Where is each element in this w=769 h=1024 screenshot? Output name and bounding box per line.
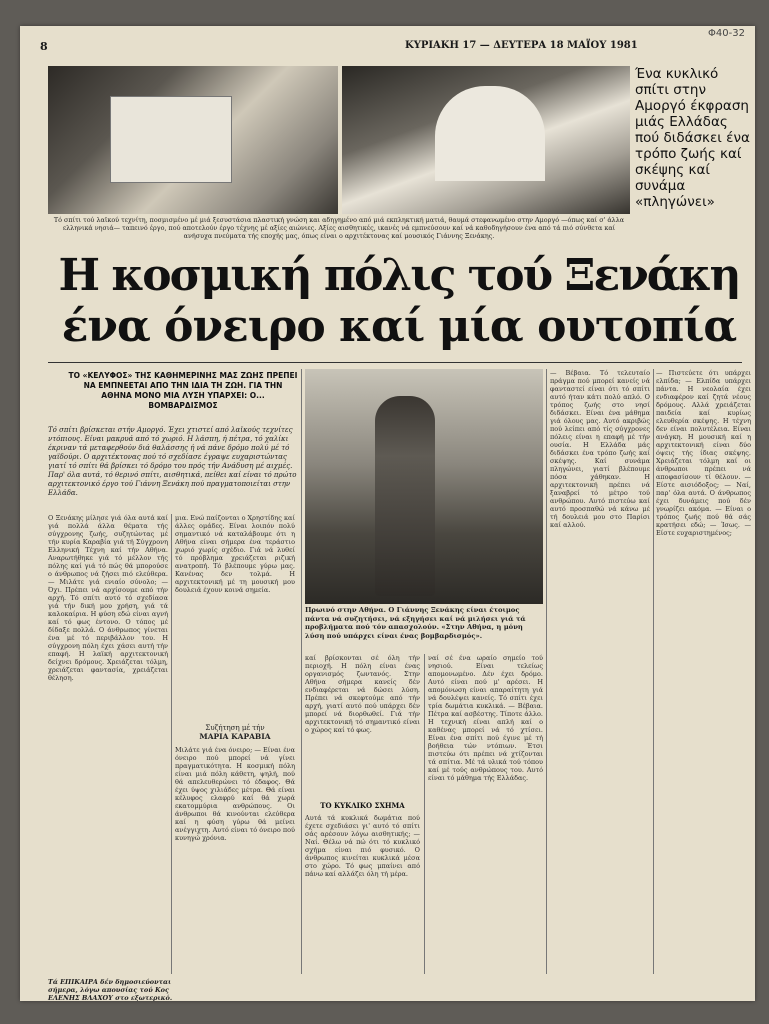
portrait-caption: Πρωινό στην Αθήνα. Ο Γιάννης Ξενάκης είναι έτοιμος πάντα νά συζητήσει, νά εξηγήσει καί νά μιλήσει γιά τά προβλήματα πού τόν απασχολούν. «Στην Αθήνα, η μόνη λύση πού υπάρχει είναι ένας βομβαρδισμός». [305, 606, 526, 640]
newspaper-page [20, 26, 755, 1001]
headline-rule [48, 362, 742, 363]
photo-dome-shape [435, 86, 545, 181]
credit-intro: Συζήτηση μέ τήν [205, 724, 265, 732]
page-number: 8 [40, 40, 48, 53]
column-divider [653, 369, 654, 974]
interview-credit [175, 724, 295, 741]
pull-quote: Ένα κυκλικό σπίτι στην Αμοργό έκφραση μιάς Ελλάδας πού διδάσκει ένα τρόπο ζωής καί σκέψης καί συνάμα «πληγώνει» [635, 66, 750, 210]
headline-line-1: Η κοσμική πόλις τού Ξενάκη [58, 250, 740, 301]
footnote: Τά ΕΠΙΚΑΙΡΑ δέν δημοσιεύονται σήμερα, λόγω απουσίας τού Κος ΕΛΕΝΗΣ ΒΛΑΧΟΥ στο εξωτερικό. [48, 978, 173, 1001]
column-3-text: καί βρίσκονται σέ όλη τήν περιοχή. Η πόλη είναι ένας οργανισμός ζωντανός. Στην Αθήνα σήμερα κανείς δέν ενδιαφέρεται νά δώσει λύση. Πρέπει νά σκεφτούμε από τήν αρχή, γιατί αυτό πού υπάρχει δέν μπορεί νά διορθωθεί. Γιά τήν αρχιτεκτονική τό σημαντικό είναι ο χώρος καί τό φως. [305, 654, 420, 734]
article-column-6: — Πιστεύετε ότι υπάρχει ελπίδα; — Ελπίδα υπάρχει πάντα. Η νεολαία έχει ενδιαφέρον καί ζητά νέους δρόμους. Αλλά χρειάζεται παιδεία καί κυρίως ελευθερία σκέψης. Η τέχνη δεν είναι πολυτέλεια. Είναι ανάγκη. Η μουσική καί η αρχιτεκτονική είναι δύο όψεις τής ίδιας σκέψης. Χρειάζεται τόλμη καί οι άνθρωποι πρέπει νά αποφασίσουν τί θέλουν. — Είστε αισιόδοξος; — Ναί, παρ' όλα αυτά. Ο άνθρωπος έχει δυνάμεις πού δέν γνωρίζει ακόμα. — Είναι ο τρόπος ζωής πού θά σάς κρατήσει εδώ; — Ίσως. — Είστε ευχαριστημένος; [656, 369, 751, 537]
intro-paragraph: Τό σπίτι βρίσκεται στήν Αμοργό. Έχει χτιστεί από λαϊκούς τεχνίτες ντόπιους. Είναι μακρυά από τό χωριό. Η λάσπη, ή πέτρα, τό χαλίκι έκριναν τά μεταφερθούν διά θαλάσσης ή νά πάνε δρόμο πολύ μέ τό γαϊδούρι. Ο αρχιτέκτονας πού τό σχεδίασε έγραψε ευχαριστώντας γιατί τό σπίτι θά βρίσκει τό δρόμο του πρός τήν Ανάδυση μέ αιχμές. Παρ' όλα αυτά, τό θερινό σπίτι, αισθητικά, πείθει καί είναι τό πρώτο αρχιτεκτονικό έργο τού Γιάννη Ξενάκη πού πραγματοποιείται στην Ελλάδα. [48, 426, 297, 497]
column-divider [171, 514, 172, 974]
headline-line-2: ένα όνειρο καί μία ουτοπία [61, 301, 737, 352]
top-photo-caption: Τό σπίτι τού λαϊκού τεχνίτη, ποσμισμένο μέ μιά ξεσυστάσια πλαστική γνώση και αδηγημένο από μιά εκπληκτική ματιά, θαυμά στεφανωμένο στην Αμοργό —όπως καί σ' άλλα ελληνικά νησιά— ταπεινό έργο, πού αποτελούν έργο τέχνης μέ αξίες αιώνιες. Αξίες αισθητικές, ικανές νά εμπνεύσουν καί νά καθοδηγήσουν ένα από τά πιό σύνθετα καί ανήσυχα πνεύματα τής εποχής μας, όπως είναι ο αρχιτέκτονας καί μουσικός Γιάννης Ξενάκης. [53, 216, 625, 240]
column-divider [546, 369, 547, 974]
article-column-4: ναί σέ ένα ωραίο σημείο τού νησιού. Είναι τελείως απομονωμένο. Δέν έχει δρόμο. Αυτό είναι πού μ' αρέσει. Η απομόνωση είναι απαραίτητη γιά νά δουλέψει κανείς. Τό σπίτι έχει τρία δωμάτια κυκλικά. — Βέβαια. Πέτρα καί ασβέστης. Τίποτε άλλο. Η τεχνική είναι απλή καί ο καθένας μπορεί νά τό χτίσει. Είναι ένα σπίτι πού έγινε μέ τή βοήθεια τών ντόπιων. Έτσι πιστεύω ότι πρέπει νά χτίζονται τά σπίτια. Μέ τά υλικά τού τόπου καί μέ τούς ανθρώπους του. Αυτό είναι τό μάθημα τής Ελλάδας. [428, 654, 543, 782]
handwritten-note: Φ40-32 [708, 28, 745, 39]
article-column-2b: Μιλάτε γιά ένα όνειρο; — Είναι ένα όνειρο πού μπορεί νά γίνει πραγματικότητα. Η κοσμική πόλη είναι μιά πόλη κάθετη, ψηλή, πού θά απελευθερώνει τό έδαφος. Θά έχει ύψος χιλιάδες μέτρα. Θά είναι κέλυφος ελαφρύ καί θά χωρά εκατομμύρια ανθρώπους. Οι άνθρωποι θά κινούνται ελεύθερα καί η φύση γύρω θά μείνει ανέγγιχτη. Αυτό είναι τό όνειρο πού κυνηγώ χρόνια. [175, 746, 295, 842]
photo-xenakis-figure [375, 396, 435, 596]
subheading: ΤΟ «ΚΕΛΥΦΟΣ» ΤΗΣ ΚΑΘΗΜΕΡΙΝΗΣ ΜΑΣ ΖΩΗΣ ΠΡΕΠΕΙ ΝΑ ΕΜΠΝΕΕΤΑΙ ΑΠΟ ΤΗΝ ΙΔΙΑ ΤΗ ΖΩΗ. ΓΙΑ ΤΗΝ ΑΘΗΝΑ ΜΟΝΟ ΜΙΑ ΛΥΣΗ ΥΠΑΡΧΕΙ: Ο... ΒΟΜΒΑΡΔΙΣΜΟΣ [68, 371, 298, 410]
column-divider [301, 369, 302, 974]
dateline: ΚΥΡΙΑΚΗ 17 — ΔΕΥΤΕΡΑ 18 ΜΑΪΟΥ 1981 [405, 40, 638, 51]
article-column-5: — Βέβαια. Τό τελευταίο πράγμα πού μπορεί κανείς νά φανταστεί είναι ότι τό σπίτι αυτό ήταν κάτι πολύ απλό. Ο τρόπος ζωής στο νησί διδάσκει. Είναι ένα μάθημα γιά όλους μας. Αυτό ακριβώς πού λείπει από τίς σύγχρονες πόλεις είναι η επαφή μέ τήν ουσία. Η Ελλάδα μάς διδάσκει ένα τρόπο ζωής καί σκέψης. Καί συνάμα πληγώνει, γιατί βλέπουμε πόσα χάθηκαν. Η αρχιτεκτονική πρέπει νά ξαναβρεί τό μέτρο τού ανθρώπου. Αυτό πιστεύω καί αυτό προσπαθώ νά κάνω μέ τή δουλειά μου στο Παρίσι καί αλλού. [550, 369, 650, 529]
article-column-2: μια. Ενώ παίζονται ο Χρηστίδης καί άλλες ομάδες. Είναι λοιπόν πολύ σημαντικό νά καταλάβουμε ότι η Αθήνα είναι σήμερα ένα τεράστιο χωριό χωρίς σχέδιο. Γιά νά λυθεί τό πρόβλημα χρειάζεται ριζική ανατροπή. Τό βλέπουμε γύρω μας. Κανένας δεν τολμά. Η αρχιτεκτονική μέ τη μουσική μου δουλειά έχουν κοινά σημεία. [175, 514, 295, 594]
article-column-1: Ο Ξενάκης μίλησε γιά όλα αυτά καί γιά πολλά άλλα θέματα τής σύγχρονης ζωής, συζητώντας μέ τήν κυρία Καραβία γιά τή Σύγχρονη Ελληνική Τέχνη καί τήν Αθήνα. Αναρωτήθηκε γιά τό μέλλον τής πόλης καί γιά τό πώς θά μπορούσε ο άνθρωπος νά ζήσει πιό ελεύθερα. — Μιλάτε γιά ενιαίο σύνολο; — Όχι. Πρέπει νά αρχίσουμε από τήν αρχή. Τό σπίτι αυτό τό σχεδίασα γιά τήν δική μου χρήση, γιά τά καλοκαίρια. Η φύση εδώ είναι αγνή καί τό φως έντονο. Ο τόπος μέ δίδαξε πολλά. Ο άνθρωπος γίνεται ένα μέ τό περιβάλλον του. Η σύγχρονη πόλη έχει χάσει αυτή τήν επαφή. Η λαϊκή αρχιτεκτονική δείχνει δρόμους. Χρειάζεται τόλμη, χρειάζεται φαντασία, χρειάζεται θέληση. [48, 514, 168, 682]
section-title: ΤΟ ΚΥΚΛΙΚΟ ΣΧΗΜΑ [320, 801, 405, 810]
credit-name: ΜΑΡΙΑ ΚΑΡΑΒΙΑ [199, 732, 271, 741]
column-divider [424, 654, 425, 974]
article-column-3b: Αυτά τά κυκλικά δωμάτια πού έχετε σχεδιάσει γι' αυτό τό σπίτι σάς αρέσουν λόγω αισθητικής; — Ναί. Θέλω νά πώ ότι τό κυκλικό σχήμα είναι πιό φυσικό. Ο άνθρωπος κινείται κυκλικά μέσα στο χώρο. Τό φως μπαίνει από πάνω καί αλλάζει όλη τή μέρα. [305, 814, 420, 878]
photo-house-building [110, 96, 232, 183]
